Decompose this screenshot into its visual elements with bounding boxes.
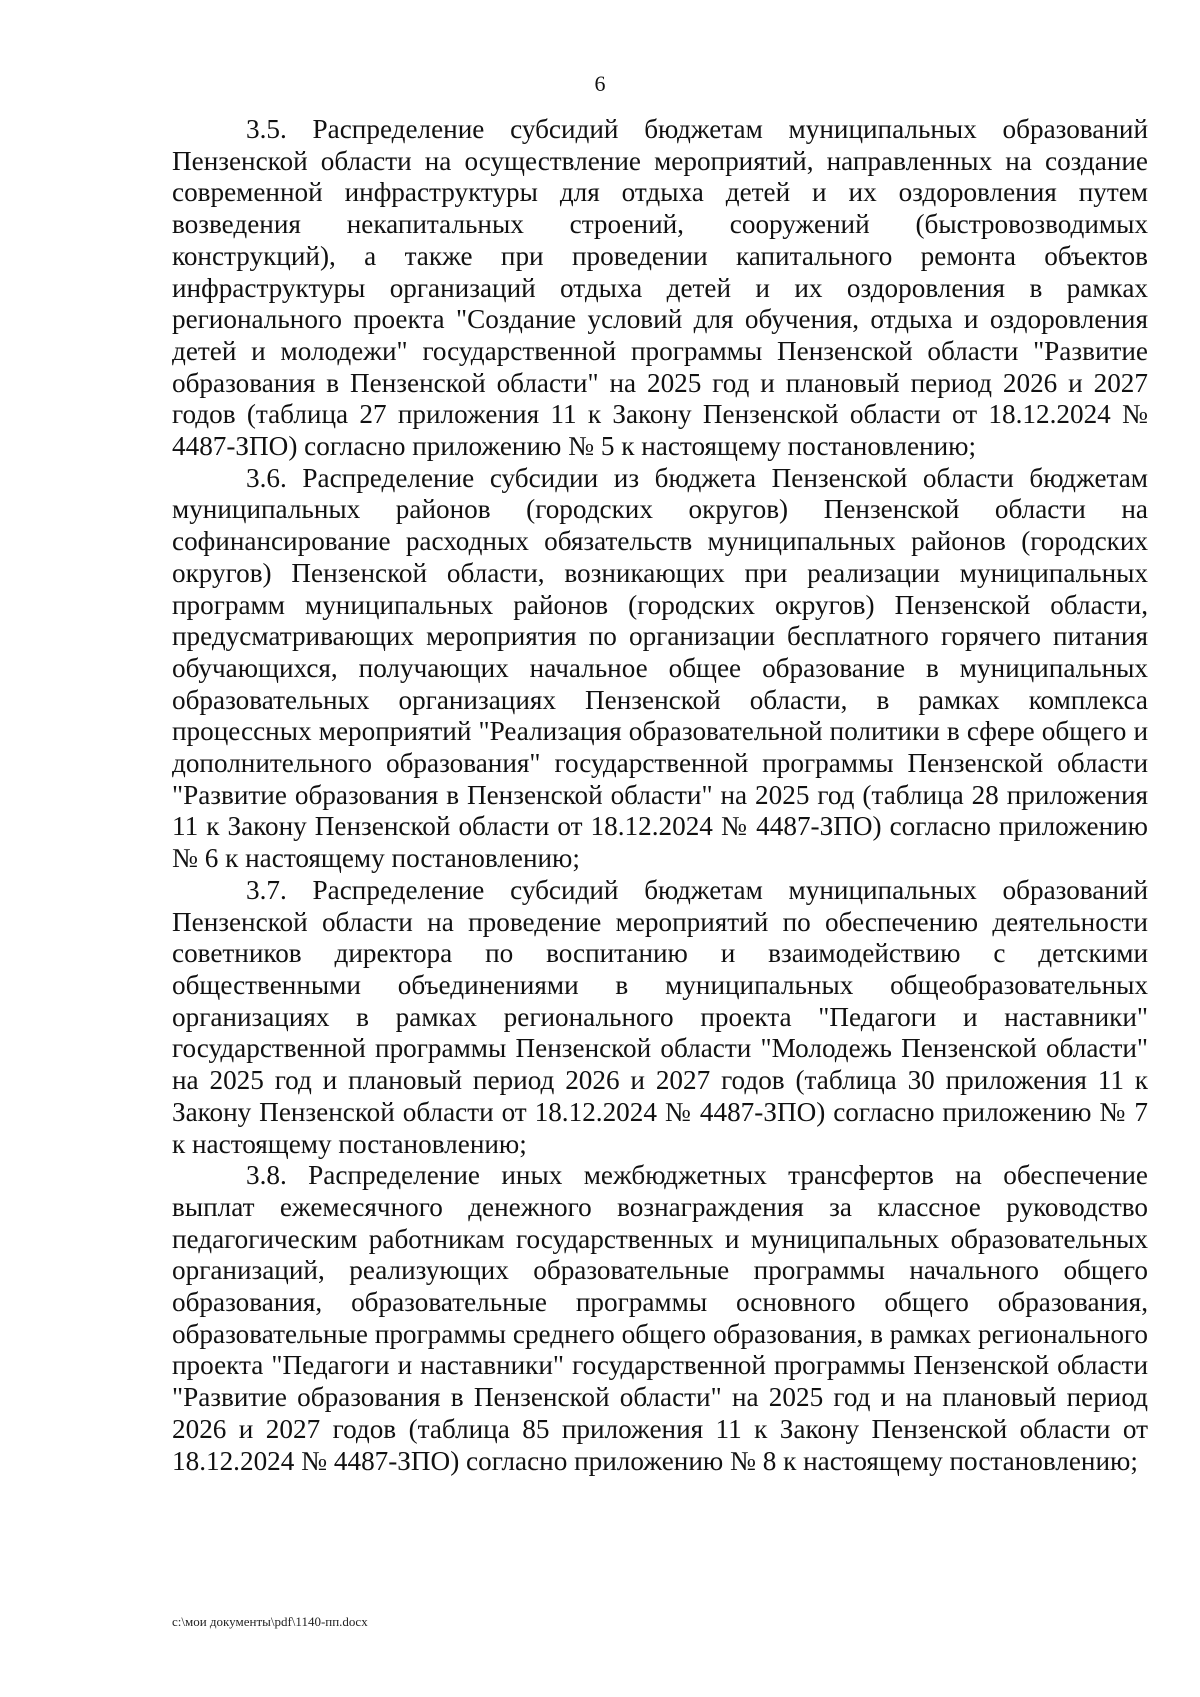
paragraph-3-5: 3.5. Распределение субсидий бюджетам муниципальных образований Пензенской области на осуществление мероприятий, направленных на создание современной инфраструктуры для отдыха детей и их оздоровления путем возведения некапитальных строений, сооружений (быстровозводимых конструкций), а также при проведении капитального ремонта объектов инфраструктуры организаций отдыха детей и их оздоровления в рамках регионального проекта "Создание условий для обучения, отдыха и оздоровления детей и молодежи" государственной программы Пензенской области "Развитие образования в Пензенской области" на 2025 год и плановый период 2026 и 2027 годов (таблица 27 приложения 11 к Закону Пензенской области от 18.12.2024 № 4487-ЗПО) согласно приложению № 5 к настоящему постановлению; <box>172 114 1148 462</box>
footer-file-path: c:\мои документы\pdf\1140-пп.docx <box>172 1614 368 1629</box>
page-number: 6 <box>594 71 606 96</box>
paragraph-3-6: 3.6. Распределение субсидии из бюджета Пензенской области бюджетам муниципальных районов (городских округов) Пензенской области на софинансирование расходных обязательств муниципальных районов (городских округов) Пензенской области, возникающих при реализации муниципальных программ муниципальных районов (городских округов) Пензенской области, предусматривающих мероприятия по организации бесплатного горячего питания обучающихся, получающих начальное общее образование в муниципальных образовательных организациях Пензенской области, в рамках комплекса процессных мероприятий "Реализация образовательной политики в сфере общего и дополнительного образования" государственной программы Пензенской области "Развитие образования в Пензенской области" на 2025 год (таблица 28 приложения 11 к Закону Пензенской области от 18.12.2024 № 4487-ЗПО) согласно приложению № 6 к настоящему постановлению; <box>172 462 1148 874</box>
paragraph-3-7: 3.7. Распределение субсидий бюджетам муниципальных образований Пензенской области на проведение мероприятий по обеспечению деятельности советников директора по воспитанию и взаимодействию с детскими общественными объединениями в муниципальных общеобразовательных организациях в рамках регионального проекта "Педагоги и наставники" государственной программы Пензенской области "Молодежь Пензенской области" на 2025 год и плановый период 2026 и 2027 годов (таблица 30 приложения 11 к Закону Пензенской области от 18.12.2024 № 4487-ЗПО) согласно приложению № 7 к настоящему постановлению; <box>172 874 1148 1159</box>
paragraph-3-8: 3.8. Распределение иных межбюджетных трансфертов на обеспечение выплат ежемесячного денежного вознаграждения за классное руководство педагогическим работникам государственных и муниципальных образовательных организаций, реализующих образовательные программы начального общего образования, образовательные программы основного общего образования, образовательные программы среднего общего образования, в рамках регионального проекта "Педагоги и наставники" государственной программы Пензенской области "Развитие образования в Пензенской области" на 2025 год и на плановый период 2026 и 2027 годов (таблица 85 приложения 11 к Закону Пензенской области от 18.12.2024 № 4487-ЗПО) согласно приложению № 8 к настоящему постановлению; <box>172 1160 1148 1476</box>
document-body <box>172 114 1148 1477</box>
